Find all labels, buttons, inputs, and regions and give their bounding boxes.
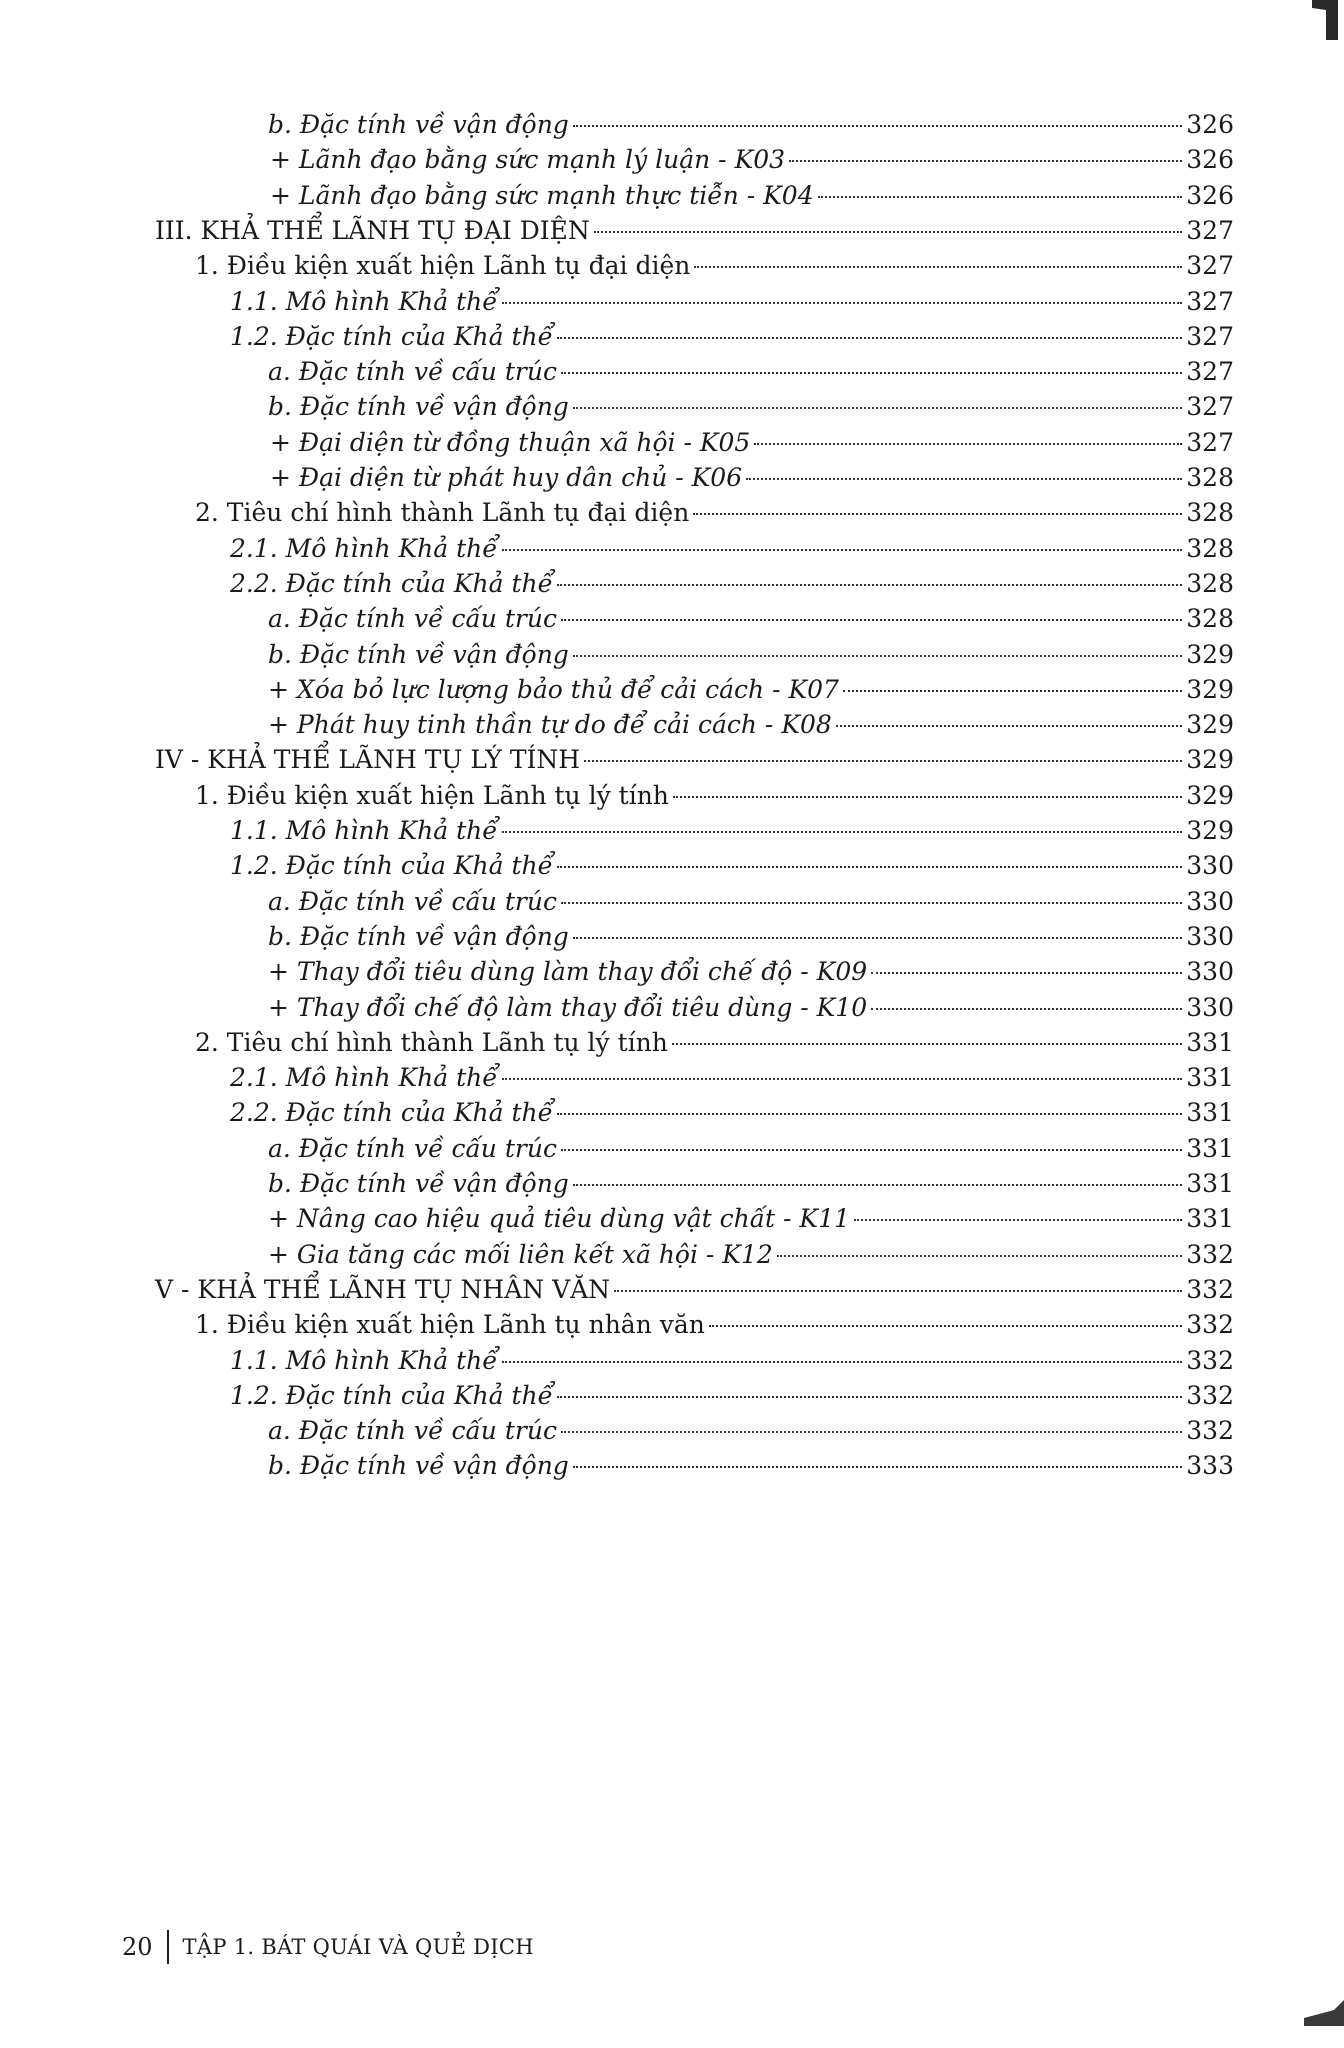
dot-leader	[561, 1149, 1182, 1151]
toc-entry-title: b. Đặc tính về vận động	[268, 921, 569, 951]
toc-entry-title: a. Đặc tính về cấu trúc	[268, 357, 557, 387]
toc-entry-title: 1.1. Mô hình Khả thể	[230, 286, 498, 316]
toc-entry-title: b. Đặc tính về vận động	[268, 639, 569, 669]
toc-entry-page: 332	[1186, 1380, 1234, 1410]
page-corner-mark-icon	[1304, 2000, 1344, 2026]
toc-entry	[155, 1270, 1234, 1310]
toc-entry-title: III. KHẢ THỂ LÃNH TỤ ĐẠI DIỆN	[155, 215, 590, 245]
dot-leader	[777, 1255, 1182, 1257]
toc-entry	[230, 282, 1234, 322]
toc-entry-page: 331	[1186, 1204, 1234, 1234]
toc-entry-page: 330	[1186, 921, 1234, 951]
toc-entry-title: a. Đặc tính về cấu trúc	[268, 1416, 557, 1446]
toc-entry	[268, 1199, 1234, 1239]
toc-entry	[268, 1164, 1234, 1204]
toc-entry-title: + Lãnh đạo bằng sức mạnh lý luận - K03	[270, 145, 786, 175]
toc-entry-title: 1.2. Đặc tính của Khả thể	[230, 321, 553, 351]
toc-entry-page: 331	[1186, 1027, 1234, 1057]
toc-entry-title: 2.2. Đặc tính của Khả thể	[230, 1098, 553, 1128]
dot-leader	[836, 725, 1182, 727]
dot-leader	[573, 125, 1182, 127]
toc-entry-title: b. Đặc tính về vận động	[268, 392, 569, 422]
toc-entry	[268, 1446, 1234, 1486]
toc-entry-page: 331	[1186, 1169, 1234, 1198]
toc-entry	[195, 1023, 1234, 1063]
dot-leader	[502, 302, 1183, 304]
dot-leader	[557, 337, 1182, 339]
toc-entry-page: 330	[1186, 886, 1234, 916]
dot-leader	[854, 1219, 1182, 1221]
toc-entry-page: 331	[1186, 1098, 1234, 1128]
toc-entry-title: a. Đặc tính về cấu trúc	[268, 886, 557, 916]
toc-entry-page: 331	[1186, 1133, 1234, 1163]
toc-entry	[195, 776, 1234, 816]
dot-leader	[843, 690, 1182, 692]
toc-entry-page: 329	[1186, 710, 1234, 740]
toc-entry-title: + Gia tăng các mối liên kết xã hội - K12	[268, 1239, 773, 1269]
toc-entry-page: 327	[1186, 321, 1234, 351]
toc-entry-title: a. Đặc tính về cấu trúc	[268, 604, 557, 634]
dot-leader	[614, 1290, 1182, 1292]
dot-leader	[709, 1325, 1182, 1327]
toc-entry	[195, 246, 1234, 286]
dot-leader	[672, 1043, 1182, 1045]
toc-entry-page: 330	[1186, 851, 1234, 881]
toc-entry-page: 332	[1186, 1416, 1234, 1446]
toc-entry	[268, 352, 1234, 392]
toc-entry-title: + Phát huy tinh thần tự do để cải cách - K08	[268, 710, 832, 740]
dot-leader	[573, 937, 1182, 939]
toc-entry-page: 332	[1186, 1345, 1234, 1375]
toc-entry	[230, 1341, 1234, 1381]
toc-entry-page: 332	[1186, 1239, 1234, 1269]
dot-leader	[754, 443, 1182, 445]
dot-leader	[573, 407, 1182, 409]
dot-leader	[694, 266, 1182, 268]
toc-entry-page: 329	[1186, 639, 1234, 669]
toc-entry-title: + Đại diện từ đồng thuận xã hội - K05	[270, 427, 751, 457]
dot-leader	[502, 831, 1183, 833]
toc-entry-page: 327	[1186, 427, 1234, 457]
toc-entry-page: 328	[1186, 463, 1234, 492]
toc-entry	[230, 529, 1234, 569]
toc-entry-title: b. Đặc tính về vận động	[268, 1451, 569, 1481]
toc-entry-page: 328	[1186, 498, 1234, 528]
toc-entry	[230, 317, 1234, 357]
toc-entry-title: 1.1. Mô hình Khả thể	[230, 1345, 498, 1375]
page-footer	[122, 1927, 534, 1967]
toc-entry	[268, 705, 1234, 745]
toc-entry-title: 1. Điều kiện xuất hiện Lãnh tụ lý tính	[195, 780, 669, 810]
toc-entry-title: 2.1. Mô hình Khả thể	[230, 1063, 498, 1093]
toc-entry	[270, 176, 1234, 216]
dot-leader	[584, 760, 1182, 762]
toc-entry-page: 327	[1186, 251, 1234, 281]
toc-entry-title: V - KHẢ THỂ LÃNH TỤ NHÂN VĂN	[155, 1274, 611, 1304]
toc-entry-title: b. Đặc tính về vận động	[268, 1169, 569, 1198]
dot-leader	[818, 196, 1183, 198]
toc-entry-page: 327	[1186, 286, 1234, 316]
toc-entry-page: 326	[1186, 110, 1234, 139]
dot-leader	[573, 655, 1182, 657]
toc-entry	[268, 670, 1234, 710]
toc-entry-page: 328	[1186, 604, 1234, 634]
dot-leader	[573, 1466, 1182, 1468]
dot-leader	[871, 1008, 1182, 1010]
toc-entry-title: 1.2. Đặc tính của Khả thể	[230, 1380, 553, 1410]
toc-entry-title: 1.1. Mô hình Khả thể	[230, 816, 498, 845]
dot-leader	[502, 1078, 1183, 1080]
toc-entry	[155, 211, 1234, 251]
toc-entry-title: + Nâng cao hiệu quả tiêu dùng vật chất - K11	[268, 1204, 850, 1234]
toc-entry	[268, 882, 1234, 922]
toc-entry	[230, 846, 1234, 886]
toc-entry	[230, 1093, 1234, 1133]
dot-leader	[594, 231, 1183, 233]
toc-entry	[270, 140, 1234, 180]
toc-entry-page: 333	[1186, 1451, 1234, 1481]
toc-entry	[195, 493, 1234, 533]
dot-leader	[557, 1113, 1182, 1115]
dot-leader	[561, 372, 1182, 374]
dot-leader	[561, 902, 1182, 904]
toc-entry-title: 2.2. Đặc tính của Khả thể	[230, 568, 553, 598]
footer-divider	[167, 1930, 169, 1964]
toc-entry-page: 327	[1186, 215, 1234, 245]
toc-entry	[268, 1129, 1234, 1169]
toc-entry-page: 330	[1186, 957, 1234, 987]
toc-entry	[268, 387, 1234, 427]
dot-leader	[561, 1431, 1182, 1433]
toc-entry	[268, 1411, 1234, 1451]
toc-entry-page: 329	[1186, 780, 1234, 810]
toc-entry	[230, 564, 1234, 604]
toc-entry	[230, 811, 1234, 851]
toc-entry-title: + Đại diện từ phát huy dân chủ - K06	[270, 463, 743, 492]
dot-leader	[561, 619, 1182, 621]
toc-entry-title: + Thay đổi tiêu dùng làm thay đổi chế độ - K09	[268, 957, 868, 987]
toc-entry	[268, 105, 1234, 145]
toc-entry	[230, 1058, 1234, 1098]
toc-entry	[195, 1305, 1234, 1345]
toc-entry-title: 1. Điều kiện xuất hiện Lãnh tụ nhân văn	[195, 1310, 705, 1340]
toc-entry	[270, 423, 1234, 463]
toc-entry-page: 332	[1186, 1274, 1234, 1304]
dot-leader	[871, 972, 1182, 974]
toc-entry-title: 2.1. Mô hình Khả thể	[230, 533, 498, 563]
toc-entry	[268, 952, 1234, 992]
toc-entry-page: 327	[1186, 357, 1234, 387]
toc-entry-title: 1. Điều kiện xuất hiện Lãnh tụ đại diện	[195, 251, 691, 281]
toc-entry	[268, 599, 1234, 639]
dot-leader	[502, 549, 1183, 551]
book-title: TẬP 1. BÁT QUÁI VÀ QUẺ DỊCH	[182, 1935, 534, 1959]
toc-entry-page: 332	[1186, 1310, 1234, 1340]
dot-leader	[557, 1396, 1182, 1398]
dot-leader	[746, 478, 1182, 480]
toc-entry-title: 2. Tiêu chí hình thành Lãnh tụ lý tính	[195, 1027, 668, 1057]
toc-entry	[230, 1376, 1234, 1416]
toc-entry-page: 329	[1186, 816, 1234, 845]
toc-entry-title: a. Đặc tính về cấu trúc	[268, 1133, 557, 1163]
toc-entry-page: 329	[1186, 674, 1234, 704]
toc-entry-page: 328	[1186, 568, 1234, 598]
toc-entry-page: 331	[1186, 1063, 1234, 1093]
toc-entry-title: 2. Tiêu chí hình thành Lãnh tụ đại diện	[195, 498, 690, 528]
toc-entry	[268, 988, 1234, 1028]
toc-entry-title: 1.2. Đặc tính của Khả thể	[230, 851, 553, 881]
dot-leader	[557, 866, 1182, 868]
page-corner-mark-icon	[1312, 0, 1338, 40]
toc-entry-page: 327	[1186, 392, 1234, 422]
dot-leader	[693, 513, 1182, 515]
dot-leader	[573, 1184, 1182, 1186]
toc-entry-title: + Xóa bỏ lực lượng bảo thủ để cải cách - K07	[268, 674, 839, 704]
toc-entry-title: + Thay đổi chế độ làm thay đổi tiêu dùng - K10	[268, 992, 868, 1022]
toc-entry	[155, 740, 1234, 780]
toc-entry-title: + Lãnh đạo bằng sức mạnh thực tiễn - K04	[270, 180, 814, 210]
dot-leader	[502, 1361, 1183, 1363]
dot-leader	[673, 796, 1182, 798]
toc-entry-page: 329	[1186, 745, 1234, 775]
page-number: 20	[122, 1933, 153, 1961]
toc-entry-title: b. Đặc tính về vận động	[268, 110, 569, 139]
dot-leader	[557, 584, 1182, 586]
toc-entry-title: IV - KHẢ THỂ LÃNH TỤ LÝ TÍNH	[155, 745, 581, 775]
toc-entry-page: 326	[1186, 180, 1234, 210]
toc-entry-page: 328	[1186, 533, 1234, 563]
toc-entry	[268, 1235, 1234, 1275]
toc-entry-page: 330	[1186, 992, 1234, 1022]
toc-entry	[268, 917, 1234, 957]
dot-leader	[789, 160, 1182, 162]
toc-entry	[268, 635, 1234, 675]
toc-entry-page: 326	[1186, 145, 1234, 175]
toc-entry	[270, 458, 1234, 498]
